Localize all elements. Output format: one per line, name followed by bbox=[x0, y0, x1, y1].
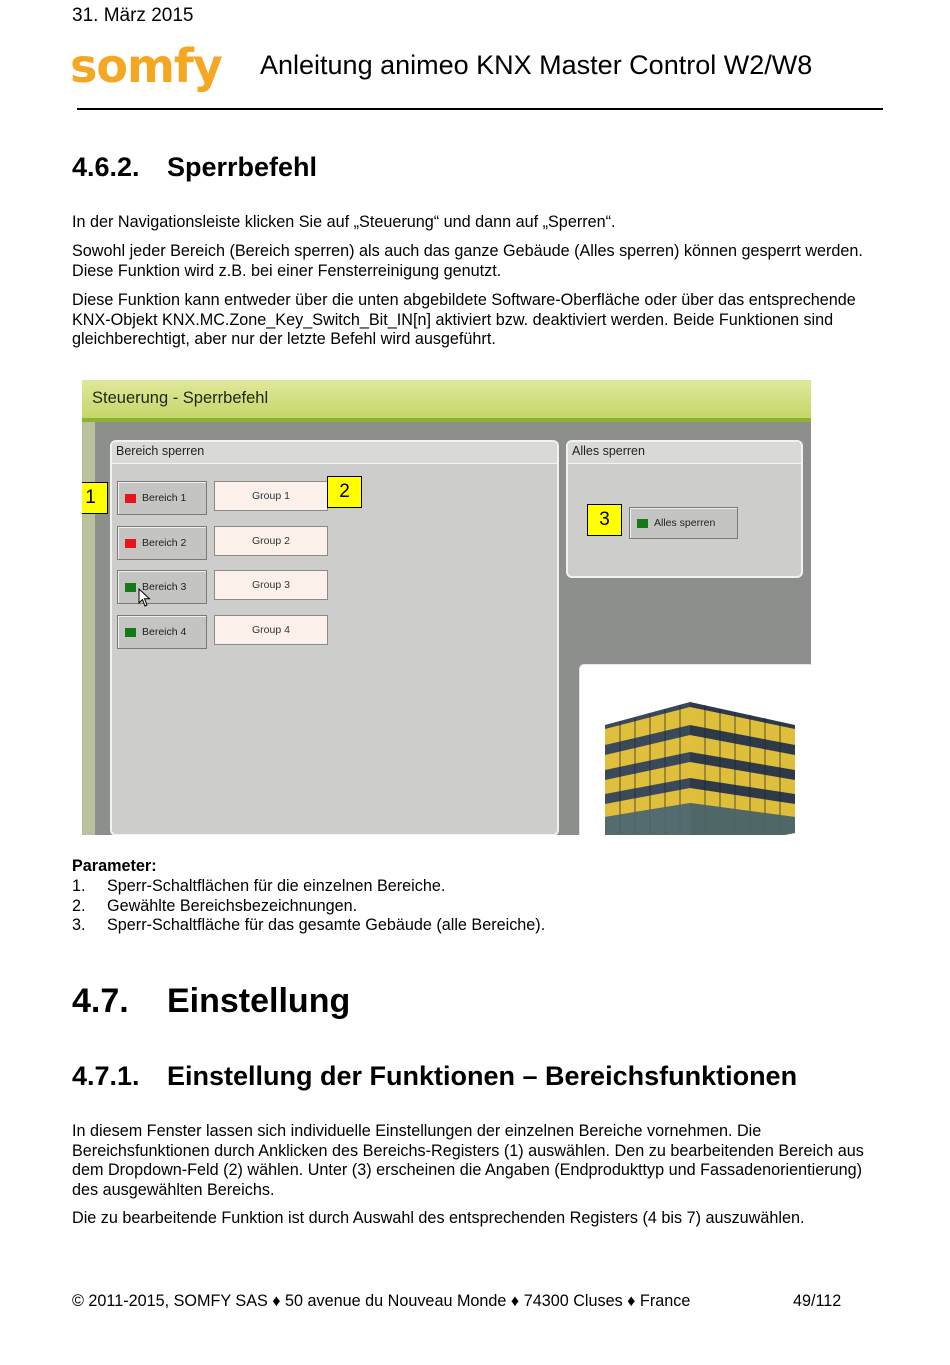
footer-copyright: © 2011-2015, SOMFY SAS ♦ 50 avenue du Nouveau Monde ♦ 74300 Cluses ♦ France bbox=[72, 1292, 691, 1310]
bereich-1-button[interactable] bbox=[117, 481, 207, 515]
software-screenshot bbox=[82, 380, 811, 835]
group-1-label: Group 1 bbox=[214, 481, 328, 511]
screenshot-content bbox=[85, 422, 811, 835]
mouse-cursor-icon bbox=[138, 588, 152, 608]
section-title: Einstellung der Funktionen – Bereichsfunktionen bbox=[167, 1061, 798, 1091]
list-item: 2. Gewählte Bereichsbezeichnungen. bbox=[72, 896, 358, 915]
header-divider bbox=[77, 108, 883, 110]
paragraph: Die zu bearbeitende Funktion ist durch Auswahl des entsprechenden Registers (4 bis 7) auszuwählen. bbox=[72, 1209, 805, 1227]
list-item: 3. Sperr-Schaltfläche für das gesamte Gebäude (alle Bereiche). bbox=[72, 916, 546, 934]
section-number: 4.7.1. bbox=[72, 1061, 140, 1091]
building-illustration bbox=[579, 664, 811, 835]
paragraph: In diesem Fenster lassen sich individuelle Einstellungen der einzelnen Bereiche vornehmen. Die Bereichsfunktionen durch Anklicken des Bereichs-Registers (1) auswählen. Den zu bearbeitenden Bereich aus dem Dropdown-Feld (2) wählen. Unter (3) erscheinen die Angaben (Endprodukttyp und Fassadenorientierung) des ausgewählten Bereichs. bbox=[72, 1122, 864, 1199]
group-3-label: Group 3 bbox=[214, 570, 328, 600]
parameter-heading: Parameter: bbox=[72, 857, 157, 875]
section-heading-4-7 bbox=[72, 982, 350, 1021]
callout-3: 3 bbox=[587, 504, 622, 536]
button-label: Bereich 2 bbox=[142, 537, 187, 549]
panel-title: Alles sperren bbox=[572, 444, 645, 458]
panel-title: Bereich sperren bbox=[116, 444, 205, 458]
page-number: 49/112 bbox=[793, 1292, 842, 1310]
section-number: 4.6.2. bbox=[72, 152, 140, 182]
lock-status-lamp bbox=[125, 628, 136, 637]
document-date: 31. März 2015 bbox=[72, 5, 194, 26]
paragraph: In der Navigationsleiste klicken Sie auf „Steuerung“ und dann auf „Sperren“. bbox=[72, 213, 616, 231]
lock-status-lamp bbox=[125, 494, 136, 503]
bereich-4-button[interactable] bbox=[117, 615, 207, 649]
screenshot-title: Steuerung - Sperrbefehl bbox=[92, 389, 269, 407]
lock-status-lamp bbox=[125, 539, 136, 548]
page-footer bbox=[72, 1292, 862, 1311]
lock-status-lamp bbox=[637, 519, 648, 528]
document-title: Anleitung animeo KNX Master Control W2/W8 bbox=[260, 50, 813, 80]
callout-1: 1 bbox=[82, 482, 108, 514]
button-label: Alles sperren bbox=[654, 517, 716, 529]
lock-status-lamp bbox=[125, 583, 136, 592]
parameter-list bbox=[72, 877, 545, 936]
section-heading-4-6-2 bbox=[72, 152, 317, 183]
group-4-label: Group 4 bbox=[214, 615, 328, 645]
bereich-2-button[interactable] bbox=[117, 526, 207, 560]
bereich-3-button[interactable] bbox=[117, 570, 207, 604]
button-label: Bereich 4 bbox=[142, 626, 187, 638]
button-label: Bereich 1 bbox=[142, 492, 187, 504]
paragraph: Diese Funktion kann entweder über die unten abgebildete Software-Oberfläche oder über das entsprechende KNX-Objekt KNX.MC.Zone_Key_Switch_Bit_IN[n] aktiviert bzw. deaktiviert werden. Beide Funktionen sind gleichberechtigt, aber nur der letzte Befehl wird ausgeführt. bbox=[72, 291, 856, 348]
list-item: 1. Sperr-Schaltflächen für die einzelnen Bereiche. bbox=[72, 877, 446, 895]
screenshot-header bbox=[82, 380, 811, 422]
section-number: 4.7. bbox=[72, 982, 129, 1020]
section-title: Sperrbefehl bbox=[167, 152, 318, 182]
somfy-logo bbox=[70, 40, 240, 92]
section-heading-4-7-1 bbox=[72, 1061, 797, 1092]
callout-2: 2 bbox=[327, 476, 362, 508]
paragraph: Sowohl jeder Bereich (Bereich sperren) als auch das ganze Gebäude (Alles sperren) können gesperrt werden. Diese Funktion wird z.B. bei einer Fensterreinigung genutzt. bbox=[72, 242, 863, 280]
group-2-label: Group 2 bbox=[214, 526, 328, 556]
svg-text:somfy: somfy bbox=[70, 40, 222, 92]
alles-sperren-button[interactable] bbox=[629, 507, 738, 539]
section-title: Einstellung bbox=[167, 982, 351, 1020]
button-label: Bereich 3 bbox=[142, 581, 187, 593]
